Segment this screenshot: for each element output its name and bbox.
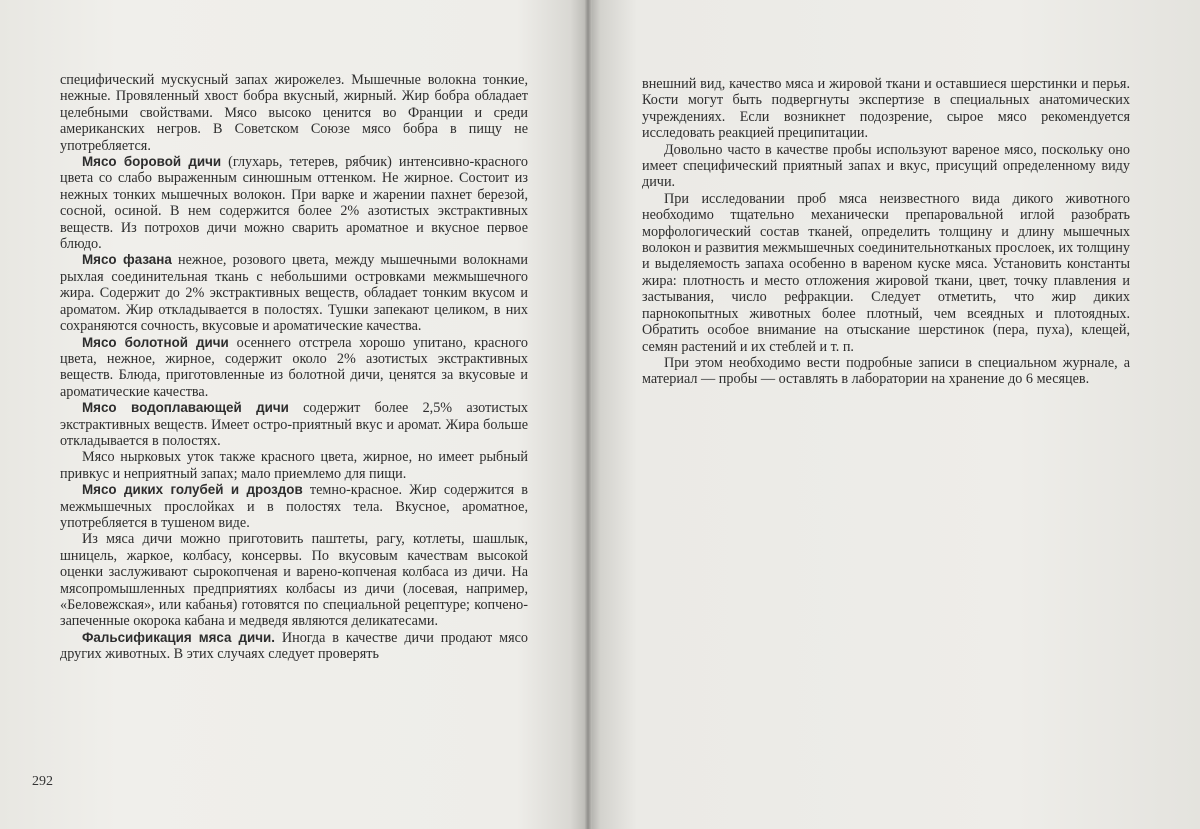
paragraph-body: Иногда в качестве дичи продают мясо других животных. В этих случаях следует проверять — [60, 629, 528, 663]
page-number: 292 — [32, 774, 53, 789]
paragraph — [60, 252, 528, 334]
paragraph-lead: Мясо боровой дичи — [82, 154, 222, 170]
paragraph-body: Мясо нырковых уток также красного цвета, жирное, но имеет рыбный привкус и неприятный запах; мало приемлемо для пищи. — [60, 449, 528, 482]
paragraph — [60, 531, 528, 629]
paragraph — [642, 142, 1130, 191]
paragraph — [642, 191, 1130, 355]
paragraph — [60, 335, 528, 401]
paragraph-body: темно-красное. Жир содержится в межмышечных прослойках и в полостях тела. Вкусное, ароматное, употребляется в тушеном виде. — [60, 482, 528, 531]
paragraph-body: (глухарь, тетерев, рябчик) интенсивно-красного цвета со слабо выраженным синюшным оттенком. Не жирное. Состоит из нежных тонких мышечных волокон. При варке и жарении пахнет березой, сосной, осиной. В нем содержится более 2% азотистых экстрактивных веществ. Из потрохов дичи можно сварить ароматное и вкусное первое блюдо. — [60, 154, 528, 253]
paragraph — [60, 154, 528, 252]
paragraph-lead: Мясо болотной дичи — [82, 334, 229, 350]
right-page — [588, 0, 1200, 829]
paragraph-lead: Мясо водоплавающей дичи — [82, 400, 289, 416]
right-page-text — [642, 76, 1130, 388]
paragraph-body: внешний вид, качество мяса и жировой ткани и оставшиеся шерстинки и перья. Кости могут быть подвергнуты экспертизе в специальных анатомических учреждениях. Если возникнет подозрение, сырое мясо рекомендуется исследовать реакцией преципитации. — [642, 76, 1130, 142]
paragraph — [60, 400, 528, 449]
paragraph-body: При этом необходимо вести подробные записи в специальном журнале, а материал — пробы — оставлять в лаборатории на хранение до 6 месяцев. — [642, 354, 1130, 388]
left-page — [0, 0, 588, 829]
paragraph-lead: Мясо диких голубей и дроздов — [82, 482, 303, 498]
paragraph — [60, 449, 528, 482]
book-gutter — [584, 0, 592, 829]
paragraph-body: осеннего отстрела хорошо упитано, красного цвета, нежное, жирное, содержит около 2% азотистых экстрактивных веществ. Блюда, приготовленные из болотной дичи, ценятся за вкусовые и ароматические качества. — [60, 334, 528, 400]
paragraph — [642, 355, 1130, 388]
paragraph-body: специфический мускусный запах жирожелез. Мышечные волокна тонкие, нежные. Провяленный хвост бобра вкусный, жирный. Жир бобра обладает целебными свойствами. Мясо высоко ценится во Франции и среди американских негров. В Советском Союзе мясо бобра в пищу не употребляется. — [60, 72, 528, 154]
paragraph — [642, 76, 1130, 142]
paragraph-body: При исследовании проб мяса неизвестного вида дикого животного необходимо тщательно механически препаровальной иглой разобрать морфологический состав тканей, определить толщину и длину мышечных волокон и развития межмышечных соединительнотканых прослоек, их толщину и выделяемость запаха особенно в вареном куске мяса. Установить константы жира: плотность и место отложения жировой ткани, цвет, точку плавления и застывания, число рефракции. Следует отметить, что жир диких парнокопытных животных более плотный, чем всеядных и плотоядных. Обратить особое внимание на отыскание шерстинок (пера, пуха), клещей, семян растений и их стеблей и т. п. — [642, 190, 1130, 355]
paragraph-body: Из мяса дичи можно приготовить паштеты, рагу, котлеты, шашлык, шницель, жаркое, колбасу, консервы. По вкусовым качествам высокой оценки заслуживают сырокопченая и варено-копченая колбаса из дичи. На мясопромышленных предприятиях колбасы из дичи (лосевая, например, «Беловежская», или кабанья) готовятся по специальной рецептуре; копчено-запеченные окорока кабана и медведя являются деликатесами. — [60, 531, 528, 630]
paragraph-body: нежное, розового цвета, между мышечными волокнами рыхлая соединительная ткань с небольшими островками межмышечного жира. Содержит до 2% экстрактивных веществ, обладает тонким вкусом и ароматом. Жир откладывается в полостях. Тушки запекают целиком, в них сохраняются сочность, вкусовые и ароматические качества. — [60, 252, 528, 335]
paragraph-lead: Фальсификация мяса дичи. — [82, 629, 275, 645]
paragraph — [60, 630, 528, 663]
paragraph — [60, 72, 528, 154]
paragraph-lead: Мясо фазана — [82, 252, 172, 268]
left-page-text — [60, 72, 528, 663]
paragraph-body: содержит более 2,5% азотистых экстрактивных веществ. Имеет остро-приятный вкус и аромат. Жира больше откладывается в полостях. — [60, 400, 528, 449]
paragraph-body: Довольно часто в качестве пробы используют вареное мясо, поскольку оно имеет специфический приятный запах и вкус, присущий определенному виду дичи. — [642, 141, 1130, 191]
paragraph — [60, 482, 528, 531]
